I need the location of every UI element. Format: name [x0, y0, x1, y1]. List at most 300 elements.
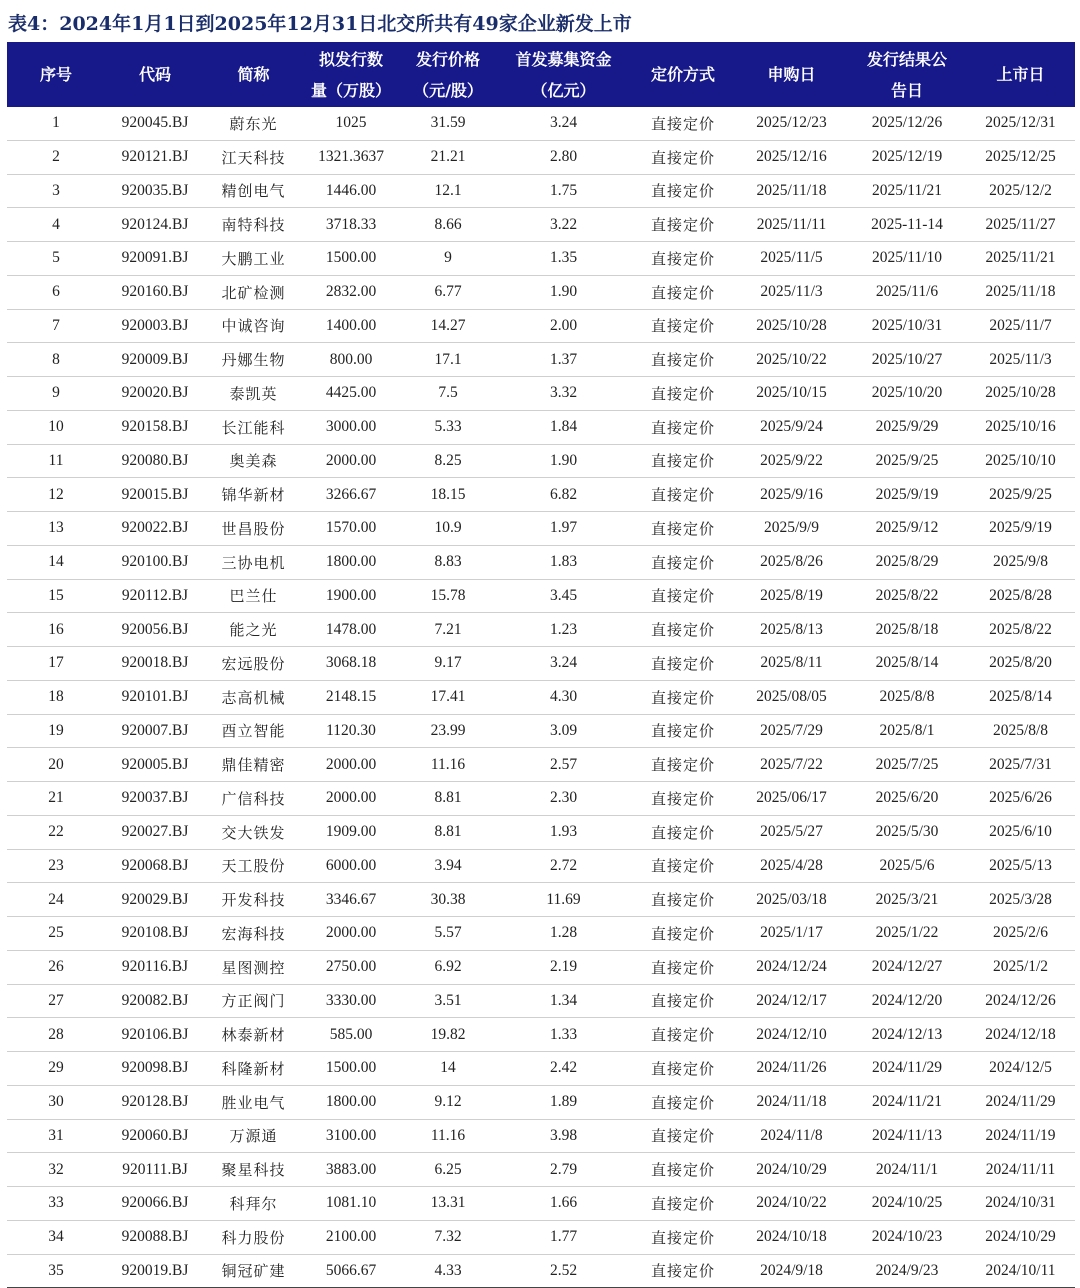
cell-code: 920045.BJ: [105, 107, 205, 140]
cell-listing-date: 2024/12/5: [966, 1052, 1075, 1086]
cell-subscription-date: 2025/4/28: [735, 849, 848, 883]
cell-result-date: 2024/11/1: [848, 1153, 966, 1187]
cell-subscription-date: 2024/12/24: [735, 950, 848, 984]
col-code-header: [105, 42, 205, 107]
cell-seq: 6: [7, 275, 105, 309]
cell-price: 8.83: [400, 545, 496, 579]
cell-price: 14.27: [400, 309, 496, 343]
cell-name: 能之光: [205, 613, 302, 647]
cell-result-date: 2025-11-14: [848, 208, 966, 242]
cell-seq: 12: [7, 478, 105, 512]
cell-shares: 1500.00: [302, 242, 400, 276]
cell-name: 志高机械: [205, 680, 302, 714]
cell-shares: 3883.00: [302, 1153, 400, 1187]
cell-seq: 30: [7, 1085, 105, 1119]
cell-code: 920003.BJ: [105, 309, 205, 343]
table-row: [7, 444, 1075, 478]
cell-result-date: 2024/11/21: [848, 1085, 966, 1119]
cell-shares: 3718.33: [302, 208, 400, 242]
cell-price: 8.81: [400, 782, 496, 816]
cell-result-date: 2024/12/13: [848, 1018, 966, 1052]
cell-result-date: 2024/10/23: [848, 1220, 966, 1254]
cell-pricing-method: 直接定价: [631, 1187, 735, 1221]
cell-seq: 15: [7, 579, 105, 613]
cell-pricing-method: 直接定价: [631, 242, 735, 276]
cell-proceeds: 6.82: [496, 478, 631, 512]
cell-listing-date: 2025/2/6: [966, 917, 1075, 951]
cell-name: 天工股份: [205, 849, 302, 883]
cell-result-date: 2025/6/20: [848, 782, 966, 816]
cell-subscription-date: 2025/8/26: [735, 545, 848, 579]
cell-pricing-method: 直接定价: [631, 140, 735, 174]
cell-name: 科拜尔: [205, 1187, 302, 1221]
table-row: [7, 1254, 1075, 1288]
cell-price: 6.77: [400, 275, 496, 309]
cell-shares: 2000.00: [302, 444, 400, 478]
cell-proceeds: 1.84: [496, 410, 631, 444]
cell-code: 920060.BJ: [105, 1119, 205, 1153]
table-row: [7, 950, 1075, 984]
table-row: [7, 815, 1075, 849]
cell-seq: 28: [7, 1018, 105, 1052]
cell-pricing-method: 直接定价: [631, 849, 735, 883]
cell-subscription-date: 2024/10/22: [735, 1187, 848, 1221]
header-label-line1: 定价方式: [650, 65, 715, 84]
cell-proceeds: 1.83: [496, 545, 631, 579]
cell-shares: 3330.00: [302, 984, 400, 1018]
cell-proceeds: 3.24: [496, 107, 631, 140]
cell-pricing-method: 直接定价: [631, 444, 735, 478]
cell-shares: 2750.00: [302, 950, 400, 984]
cell-code: 920037.BJ: [105, 782, 205, 816]
cell-seq: 33: [7, 1187, 105, 1221]
cell-pricing-method: 直接定价: [631, 1085, 735, 1119]
table-row: [7, 478, 1075, 512]
cell-listing-date: 2025/10/28: [966, 377, 1075, 411]
cell-result-date: 2025/9/29: [848, 410, 966, 444]
cell-subscription-date: 2024/9/18: [735, 1254, 848, 1288]
cell-result-date: 2025/5/30: [848, 815, 966, 849]
table-row: [7, 1052, 1075, 1086]
cell-seq: 14: [7, 545, 105, 579]
cell-pricing-method: 直接定价: [631, 107, 735, 140]
cell-price: 31.59: [400, 107, 496, 140]
cell-listing-date: 2024/11/11: [966, 1153, 1075, 1187]
cell-proceeds: 3.32: [496, 377, 631, 411]
cell-pricing-method: 直接定价: [631, 478, 735, 512]
cell-shares: 2832.00: [302, 275, 400, 309]
cell-seq: 4: [7, 208, 105, 242]
cell-result-date: 2025/8/8: [848, 680, 966, 714]
header-label-line2: （亿元）: [531, 80, 596, 100]
cell-shares: 1909.00: [302, 815, 400, 849]
table-title: 表4：2024年1月1日到2025年12月31日北交所共有49家企业新发上市: [8, 13, 632, 35]
cell-pricing-method: 直接定价: [631, 1220, 735, 1254]
cell-price: 3.51: [400, 984, 496, 1018]
cell-price: 17.1: [400, 343, 496, 377]
cell-listing-date: 2025/12/2: [966, 174, 1075, 208]
cell-listing-date: 2025/12/31: [966, 107, 1075, 140]
cell-result-date: 2025/9/12: [848, 512, 966, 546]
cell-shares: 2000.00: [302, 917, 400, 951]
cell-shares: 2000.00: [302, 782, 400, 816]
header-label-line2: （元/股）: [413, 80, 483, 100]
table-row: [7, 174, 1075, 208]
cell-code: 920007.BJ: [105, 714, 205, 748]
cell-name: 鼎佳精密: [205, 748, 302, 782]
cell-code: 920015.BJ: [105, 478, 205, 512]
cell-proceeds: 1.89: [496, 1085, 631, 1119]
cell-shares: 1025: [302, 107, 400, 140]
cell-listing-date: 2025/11/18: [966, 275, 1075, 309]
header-label-line1: 拟发行数: [318, 49, 383, 69]
cell-name: 蔚东光: [205, 107, 302, 140]
cell-pricing-method: 直接定价: [631, 647, 735, 681]
cell-subscription-date: 2025/03/18: [735, 883, 848, 917]
cell-name: 南特科技: [205, 208, 302, 242]
cell-subscription-date: 2024/11/26: [735, 1052, 848, 1086]
cell-name: 大鹏工业: [205, 242, 302, 276]
cell-code: 920066.BJ: [105, 1187, 205, 1221]
cell-code: 920091.BJ: [105, 242, 205, 276]
cell-code: 920082.BJ: [105, 984, 205, 1018]
cell-shares: 4425.00: [302, 377, 400, 411]
table-header-row: [7, 42, 1075, 107]
cell-shares: 1400.00: [302, 309, 400, 343]
cell-listing-date: 2025/9/19: [966, 512, 1075, 546]
cell-subscription-date: 2025/10/15: [735, 377, 848, 411]
cell-shares: 6000.00: [302, 849, 400, 883]
cell-proceeds: 2.42: [496, 1052, 631, 1086]
cell-seq: 29: [7, 1052, 105, 1086]
table-row: [7, 984, 1075, 1018]
cell-proceeds: 2.19: [496, 950, 631, 984]
header-label-line1: 代码: [138, 65, 171, 84]
cell-proceeds: 1.34: [496, 984, 631, 1018]
cell-pricing-method: 直接定价: [631, 545, 735, 579]
cell-price: 10.9: [400, 512, 496, 546]
cell-seq: 10: [7, 410, 105, 444]
col-subscription-date-header: [735, 42, 848, 107]
cell-seq: 20: [7, 748, 105, 782]
ipo-table: [7, 42, 1075, 1288]
header-label-line2: 告日: [890, 80, 923, 100]
cell-code: 920098.BJ: [105, 1052, 205, 1086]
cell-shares: 1800.00: [302, 545, 400, 579]
cell-listing-date: 2025/3/28: [966, 883, 1075, 917]
cell-code: 920018.BJ: [105, 647, 205, 681]
header-label-line1: 简称: [237, 65, 270, 84]
col-name-header: [205, 42, 302, 107]
cell-listing-date: 2025/10/16: [966, 410, 1075, 444]
cell-name: 江天科技: [205, 140, 302, 174]
table-row: [7, 613, 1075, 647]
cell-pricing-method: 直接定价: [631, 1153, 735, 1187]
cell-listing-date: 2025/11/3: [966, 343, 1075, 377]
cell-seq: 18: [7, 680, 105, 714]
table-row: [7, 208, 1075, 242]
cell-code: 920158.BJ: [105, 410, 205, 444]
table-row: [7, 343, 1075, 377]
cell-result-date: 2024/12/20: [848, 984, 966, 1018]
table-row: [7, 579, 1075, 613]
cell-listing-date: 2025/11/7: [966, 309, 1075, 343]
cell-listing-date: 2025/9/8: [966, 545, 1075, 579]
cell-pricing-method: 直接定价: [631, 815, 735, 849]
table-row: [7, 545, 1075, 579]
header-label-line1: 首发募集资金: [515, 49, 612, 69]
cell-listing-date: 2025/12/25: [966, 140, 1075, 174]
cell-name: 交大铁发: [205, 815, 302, 849]
cell-seq: 26: [7, 950, 105, 984]
cell-pricing-method: 直接定价: [631, 782, 735, 816]
cell-subscription-date: 2025/11/3: [735, 275, 848, 309]
cell-proceeds: 1.23: [496, 613, 631, 647]
cell-subscription-date: 2024/12/17: [735, 984, 848, 1018]
cell-seq: 24: [7, 883, 105, 917]
cell-name: 世昌股份: [205, 512, 302, 546]
cell-subscription-date: 2025/9/16: [735, 478, 848, 512]
cell-seq: 5: [7, 242, 105, 276]
cell-pricing-method: 直接定价: [631, 1119, 735, 1153]
table-row: [7, 1085, 1075, 1119]
cell-code: 920022.BJ: [105, 512, 205, 546]
cell-subscription-date: 2025/7/22: [735, 748, 848, 782]
cell-pricing-method: 直接定价: [631, 1052, 735, 1086]
cell-pricing-method: 直接定价: [631, 748, 735, 782]
cell-listing-date: 2025/1/2: [966, 950, 1075, 984]
cell-proceeds: 3.09: [496, 714, 631, 748]
cell-name: 酉立智能: [205, 714, 302, 748]
cell-proceeds: 2.52: [496, 1254, 631, 1288]
cell-code: 920124.BJ: [105, 208, 205, 242]
cell-seq: 19: [7, 714, 105, 748]
cell-shares: 1900.00: [302, 579, 400, 613]
cell-code: 920027.BJ: [105, 815, 205, 849]
cell-shares: 3266.67: [302, 478, 400, 512]
cell-subscription-date: 2024/11/18: [735, 1085, 848, 1119]
cell-proceeds: 2.00: [496, 309, 631, 343]
cell-seq: 8: [7, 343, 105, 377]
cell-result-date: 2025/8/1: [848, 714, 966, 748]
cell-seq: 22: [7, 815, 105, 849]
cell-pricing-method: 直接定价: [631, 208, 735, 242]
cell-result-date: 2024/12/27: [848, 950, 966, 984]
cell-price: 6.92: [400, 950, 496, 984]
cell-seq: 23: [7, 849, 105, 883]
cell-code: 920116.BJ: [105, 950, 205, 984]
cell-subscription-date: 2025/08/05: [735, 680, 848, 714]
cell-shares: 2000.00: [302, 748, 400, 782]
cell-name: 奥美森: [205, 444, 302, 478]
cell-price: 15.78: [400, 579, 496, 613]
cell-result-date: 2025/12/26: [848, 107, 966, 140]
cell-shares: 1570.00: [302, 512, 400, 546]
cell-price: 7.5: [400, 377, 496, 411]
cell-shares: 5066.67: [302, 1254, 400, 1288]
col-price-header: [400, 42, 496, 107]
cell-name: 三协电机: [205, 545, 302, 579]
cell-proceeds: 1.93: [496, 815, 631, 849]
cell-listing-date: 2025/8/14: [966, 680, 1075, 714]
cell-price: 11.16: [400, 748, 496, 782]
table-row: [7, 140, 1075, 174]
header-label-line1: 发行价格: [415, 49, 480, 69]
cell-result-date: 2025/8/14: [848, 647, 966, 681]
cell-pricing-method: 直接定价: [631, 1018, 735, 1052]
cell-proceeds: 1.28: [496, 917, 631, 951]
cell-result-date: 2025/10/31: [848, 309, 966, 343]
cell-pricing-method: 直接定价: [631, 680, 735, 714]
cell-listing-date: 2025/8/28: [966, 579, 1075, 613]
cell-proceeds: 3.22: [496, 208, 631, 242]
cell-price: 4.33: [400, 1254, 496, 1288]
cell-shares: 1081.10: [302, 1187, 400, 1221]
table-row: [7, 647, 1075, 681]
cell-shares: 3068.18: [302, 647, 400, 681]
cell-proceeds: 2.57: [496, 748, 631, 782]
cell-name: 长江能科: [205, 410, 302, 444]
cell-subscription-date: 2025/11/5: [735, 242, 848, 276]
cell-result-date: 2025/1/22: [848, 917, 966, 951]
cell-price: 5.33: [400, 410, 496, 444]
cell-listing-date: 2025/7/31: [966, 748, 1075, 782]
cell-code: 920035.BJ: [105, 174, 205, 208]
cell-price: 5.57: [400, 917, 496, 951]
cell-code: 920101.BJ: [105, 680, 205, 714]
cell-name: 泰凯英: [205, 377, 302, 411]
cell-proceeds: 1.66: [496, 1187, 631, 1221]
cell-subscription-date: 2024/10/29: [735, 1153, 848, 1187]
cell-price: 13.31: [400, 1187, 496, 1221]
cell-proceeds: 1.37: [496, 343, 631, 377]
cell-price: 21.21: [400, 140, 496, 174]
cell-price: 9.12: [400, 1085, 496, 1119]
cell-pricing-method: 直接定价: [631, 714, 735, 748]
cell-proceeds: 2.80: [496, 140, 631, 174]
cell-listing-date: 2025/6/26: [966, 782, 1075, 816]
cell-price: 11.16: [400, 1119, 496, 1153]
cell-price: 3.94: [400, 849, 496, 883]
cell-seq: 9: [7, 377, 105, 411]
cell-proceeds: 1.90: [496, 275, 631, 309]
cell-shares: 2148.15: [302, 680, 400, 714]
cell-listing-date: 2025/8/8: [966, 714, 1075, 748]
cell-result-date: 2025/7/25: [848, 748, 966, 782]
table-row: [7, 1187, 1075, 1221]
cell-subscription-date: 2025/10/28: [735, 309, 848, 343]
table-body: [7, 107, 1075, 1288]
cell-price: 9.17: [400, 647, 496, 681]
table-row: [7, 782, 1075, 816]
cell-name: 巴兰仕: [205, 579, 302, 613]
cell-subscription-date: 2025/5/27: [735, 815, 848, 849]
cell-pricing-method: 直接定价: [631, 275, 735, 309]
cell-listing-date: 2025/11/27: [966, 208, 1075, 242]
cell-shares: 1478.00: [302, 613, 400, 647]
cell-pricing-method: 直接定价: [631, 950, 735, 984]
cell-subscription-date: 2025/9/22: [735, 444, 848, 478]
cell-proceeds: 3.24: [496, 647, 631, 681]
cell-pricing-method: 直接定价: [631, 174, 735, 208]
cell-pricing-method: 直接定价: [631, 579, 735, 613]
cell-seq: 21: [7, 782, 105, 816]
cell-proceeds: 2.79: [496, 1153, 631, 1187]
table-row: [7, 1153, 1075, 1187]
cell-code: 920005.BJ: [105, 748, 205, 782]
cell-pricing-method: 直接定价: [631, 410, 735, 444]
cell-proceeds: 3.98: [496, 1119, 631, 1153]
cell-result-date: 2024/11/13: [848, 1119, 966, 1153]
cell-subscription-date: 2025/9/9: [735, 512, 848, 546]
cell-proceeds: 1.35: [496, 242, 631, 276]
cell-shares: 2100.00: [302, 1220, 400, 1254]
cell-name: 聚星科技: [205, 1153, 302, 1187]
cell-listing-date: 2025/5/13: [966, 849, 1075, 883]
cell-listing-date: 2024/10/11: [966, 1254, 1075, 1288]
cell-listing-date: 2024/11/29: [966, 1085, 1075, 1119]
cell-seq: 7: [7, 309, 105, 343]
cell-name: 科力股份: [205, 1220, 302, 1254]
cell-result-date: 2025/11/21: [848, 174, 966, 208]
cell-name: 方正阀门: [205, 984, 302, 1018]
cell-shares: 3000.00: [302, 410, 400, 444]
cell-seq: 2: [7, 140, 105, 174]
cell-shares: 3100.00: [302, 1119, 400, 1153]
cell-price: 8.25: [400, 444, 496, 478]
cell-proceeds: 1.90: [496, 444, 631, 478]
cell-listing-date: 2025/6/10: [966, 815, 1075, 849]
cell-code: 920121.BJ: [105, 140, 205, 174]
cell-price: 6.25: [400, 1153, 496, 1187]
cell-listing-date: 2025/10/10: [966, 444, 1075, 478]
cell-code: 920068.BJ: [105, 849, 205, 883]
cell-proceeds: 4.30: [496, 680, 631, 714]
col-listing-date-header: [966, 42, 1075, 107]
cell-price: 8.81: [400, 815, 496, 849]
cell-seq: 16: [7, 613, 105, 647]
cell-price: 19.82: [400, 1018, 496, 1052]
table-row: [7, 377, 1075, 411]
table-row: [7, 242, 1075, 276]
header-label-line2: 量（万股）: [310, 80, 391, 100]
cell-subscription-date: 2025/12/23: [735, 107, 848, 140]
cell-shares: 1800.00: [302, 1085, 400, 1119]
cell-code: 920106.BJ: [105, 1018, 205, 1052]
cell-result-date: 2025/12/19: [848, 140, 966, 174]
table-row: [7, 1119, 1075, 1153]
table-row: [7, 410, 1075, 444]
cell-result-date: 2025/9/25: [848, 444, 966, 478]
cell-subscription-date: 2025/12/16: [735, 140, 848, 174]
cell-result-date: 2025/8/22: [848, 579, 966, 613]
cell-code: 920108.BJ: [105, 917, 205, 951]
cell-pricing-method: 直接定价: [631, 917, 735, 951]
cell-proceeds: 3.45: [496, 579, 631, 613]
table-row: [7, 917, 1075, 951]
cell-code: 920088.BJ: [105, 1220, 205, 1254]
table-row: [7, 309, 1075, 343]
cell-subscription-date: 2024/10/18: [735, 1220, 848, 1254]
cell-listing-date: 2025/8/22: [966, 613, 1075, 647]
cell-seq: 35: [7, 1254, 105, 1288]
cell-seq: 31: [7, 1119, 105, 1153]
cell-pricing-method: 直接定价: [631, 512, 735, 546]
cell-subscription-date: 2025/11/18: [735, 174, 848, 208]
cell-seq: 34: [7, 1220, 105, 1254]
cell-code: 920111.BJ: [105, 1153, 205, 1187]
cell-name: 开发科技: [205, 883, 302, 917]
